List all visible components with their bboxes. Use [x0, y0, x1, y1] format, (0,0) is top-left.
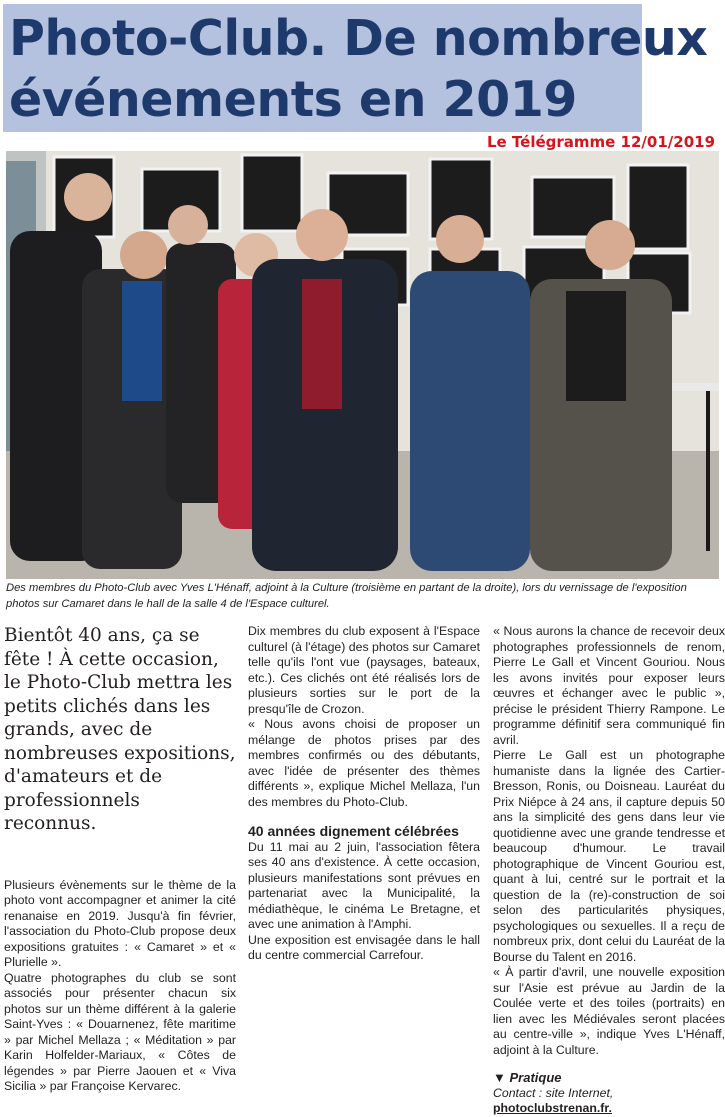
article-column-3 — [493, 624, 725, 1117]
newspaper-source: Le Télégramme 12/01/2019 — [486, 133, 715, 151]
article-paragraph: Dix membres du club exposent à l'Espace culturel (à l'étage) des photos sur Camaret telle qu'ils l'ont vue (paysages, bateaux, etc.). Ces clichés ont été réalisés lors de plusieurs sorties sur le port de la presqu'île de Crozon. — [248, 624, 481, 716]
article-subheading: 40 années dignement célébrées — [248, 823, 459, 839]
article-paragraph: « Nous aurons la chance de recevoir deux photographes professionnels de renom, Pierre Le Gall et Vincent Gouriou. Nous les avons invités pour exposer leurs œuvres et échanger avec le public », précise le président Thierry Rampone. Le programme définitif sera communiqué fin avril. — [493, 624, 725, 747]
practical-info-heading: ▼ Pratique — [493, 1070, 562, 1085]
headline — [9, 8, 707, 130]
article-lead: Bientôt 40 ans, ça se fête ! À cette occasion, le Photo-Club mettra les petits clichés dans les grands, avec de nombreuses expositions, d'amateurs et de professionnels reconnus. — [4, 625, 236, 834]
website-link[interactable]: photoclubstrenan.fr. — [493, 1101, 612, 1115]
group-photo — [6, 151, 719, 579]
article-paragraph: Quatre photographes du club se sont associés pour présenter chacun six photos sur un thème différent à la galerie Saint-Yves : « Douarnenez, fête maritime » par Michel Mellaza ; « Méditation » par Karin Holfelder-Mariaux, « Côtes de légendes » par Pierre Jaouen et « Viva Sicilia » par Françoise Kervarec. — [4, 970, 236, 1093]
headline-line-1: Photo-Club. De nombreux — [9, 10, 708, 67]
article-column-1 — [4, 624, 236, 1095]
article-paragraph: Une exposition est envisagée dans le hall du centre commercial Carrefour. — [248, 932, 480, 962]
article-paragraph: Du 11 mai au 2 juin, l'association fêtera ses 40 ans d'existence. À cette occasion, plusieurs manifestations sont prévues en partenariat avec la Municipalité, la médiathèque, le cinéma Le Bretagne, et avec une animation à l'Amphi. — [248, 839, 480, 931]
article-paragraph: « Nous avons choisi de proposer un mélange de photos prises par des membres confirmés ou des débutants, avec l'idée de présenter des thèmes différents », explique Michel Mellaza, l'un des membres du Photo-Club. — [248, 717, 480, 809]
contact-line: Contact : site Internet, — [493, 1085, 614, 1100]
article-paragraph: Plusieurs évènements sur le thème de la photo vont accompagner et animer la cité renanaise en 2019. Jusqu'à fin février, l'association du Photo-Club propose deux expositions gratuites : « Camaret » et « Plurielle ». — [4, 877, 236, 969]
article-paragraph: « À partir d'avril, une nouvelle exposition sur l'Asie est prévue au Jardin de la Coulée verte et des toiles (portraits) en lien avec les Médiévales seront placées au centre-ville », indique Yves L'Hénaff, adjoint à la Culture. — [493, 965, 725, 1057]
photo-caption: Des membres du Photo-Club avec Yves L'Hénaff, adjoint à la Culture (troisième en partant de la droite), lors du vernissage de l'exposition photos sur Camaret dans le hall de la salle 4 de l'Espace culturel. — [6, 582, 687, 610]
article-paragraph: Pierre Le Gall est un photographe humaniste dans la lignée des Cartier-Bresson, Ronis, ou Doisneau. Lauréat du Prix Niépce à 24 ans, il capture depuis 50 ans la simplicité des gens dans leur vie quotidienne avec une grande tendresse et beaucoup d'humour. Le travail photographique de Vincent Gouriou est, quant à lui, centré sur le portrait et la question de la (re)-construction de soi selon des particularités physiques, psychologiques ou sexuelles. Il a reçu de nombreux prix, dont celui du Lauréat de la Bourse du Talent en 2016. — [493, 748, 725, 964]
article-column-2 — [248, 624, 480, 964]
headline-line-2: événements en 2019 — [9, 71, 577, 128]
